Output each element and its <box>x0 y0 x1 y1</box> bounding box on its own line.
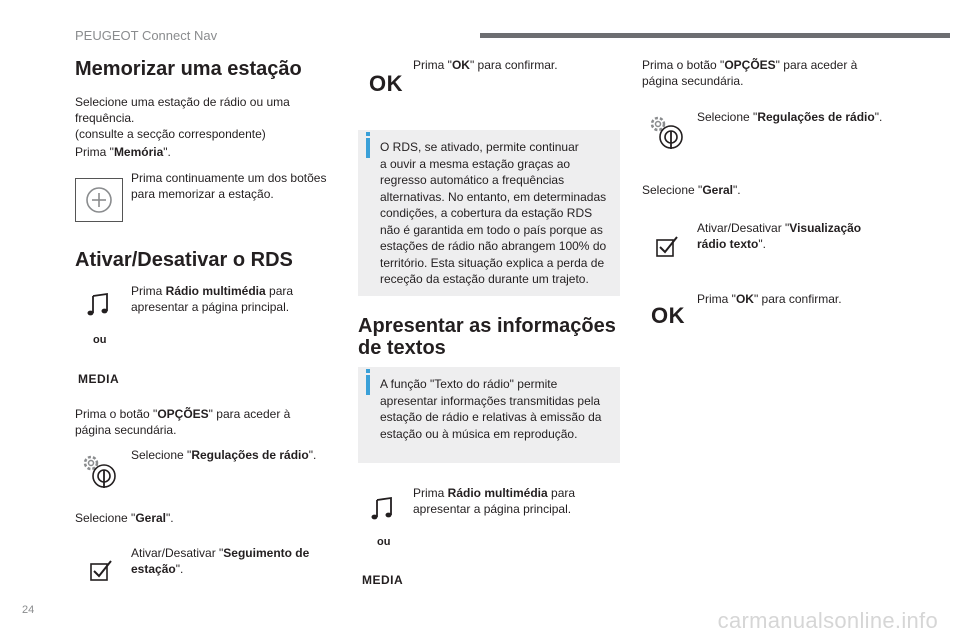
checkbox-checked-icon <box>656 235 678 262</box>
running-header: PEUGEOT Connect Nav <box>75 28 218 43</box>
paragraph-select-station: Selecione uma estação de rádio ou uma frequência. (consulte a secção correspondente) <box>75 95 290 141</box>
media-button-label: MEDIA <box>78 372 120 386</box>
checkbox-checked-icon <box>90 559 112 586</box>
info-note-radio-text: A função "Texto do rádio" permite apresentar informações transmitidas pela estação de rádio e relativas à emissão da estação ou à música em reprodução. <box>358 367 620 463</box>
paragraph-hold-button: Prima continuamente um dos botões para memorizar a estação. <box>131 171 327 201</box>
paragraph-select-geral-2: Selecione "Geral". <box>642 183 741 197</box>
paragraph-toggle-station-tracking: Ativar/Desativar "Seguimento de estação". <box>131 546 310 576</box>
radio-settings-icon <box>647 113 687 158</box>
radio-settings-icon <box>80 452 120 497</box>
media-button-label: MEDIA <box>362 573 404 587</box>
ok-button-label: OK <box>651 303 685 328</box>
section-title-text-info: Apresentar as informações de textos <box>358 315 616 359</box>
paragraph-press-memoria: Prima "Memória". <box>75 145 171 159</box>
paragraph-options-button-2: Prima o botão "OPÇÕES" para aceder à página secundária. <box>642 58 858 88</box>
paragraph-press-ok-2: Prima "OK" para confirmar. <box>697 292 842 306</box>
paragraph-select-radio-settings: Selecione "Regulações de rádio". <box>131 448 317 462</box>
watermark: carmanualsonline.info <box>717 608 938 633</box>
or-label: ou <box>377 536 391 548</box>
paragraph-press-ok: Prima "OK" para confirmar. <box>413 58 558 72</box>
paragraph-toggle-radio-text: Ativar/Desativar "Visualização rádio texto". <box>697 221 862 251</box>
info-icon <box>366 138 370 158</box>
header-rule <box>480 33 950 38</box>
paragraph-select-radio-settings-2: Selecione "Regulações de rádio". <box>697 110 883 124</box>
memory-add-icon <box>75 178 123 222</box>
paragraph-select-geral: Selecione "Geral". <box>75 511 174 525</box>
info-note-rds: O RDS, se ativado, permite continuar a ouvir a mesma estação graças ao regresso automático a frequências alternativas. No entanto, em determinadas condições, a cobertura da estação RDS não é garantida em todo o país porque as estações de rádio não abrangem 100% do território. Esta situação explica a perda de receção da estação durante um trajeto. <box>358 130 620 296</box>
info-icon <box>366 375 370 395</box>
music-note-icon <box>370 496 396 527</box>
section-title-memorize: Memorizar uma estação <box>75 58 302 80</box>
paragraph-press-radio-multimedia: Prima Rádio multimédia para apresentar a página principal. <box>131 284 294 314</box>
page-number: 24 <box>22 604 35 616</box>
paragraph-press-radio-multimedia-2: Prima Rádio multimédia para apresentar a página principal. <box>413 486 576 516</box>
paragraph-options-button: Prima o botão "OPÇÕES" para aceder à página secundária. <box>75 407 291 437</box>
music-note-icon <box>86 292 112 323</box>
ok-button-label: OK <box>369 71 403 96</box>
section-title-rds: Ativar/Desativar o RDS <box>75 249 293 271</box>
or-label: ou <box>93 334 107 346</box>
